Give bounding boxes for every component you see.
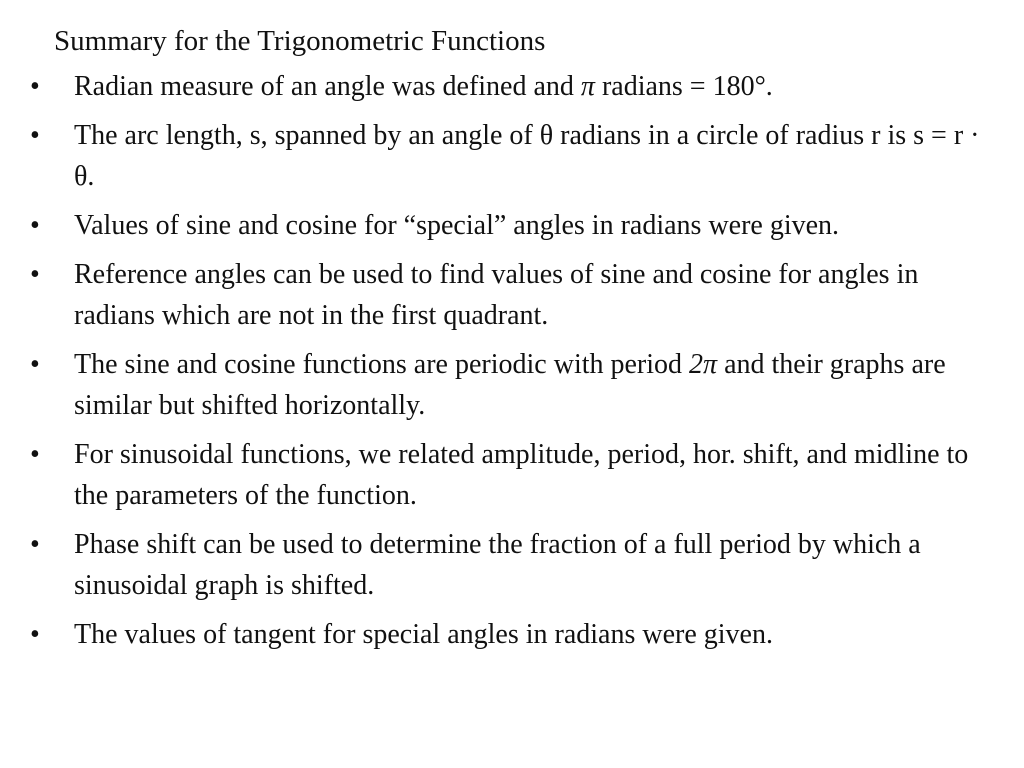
bullet-dot-icon: • [30, 259, 40, 290]
math-theta: θ [539, 120, 554, 151]
bullet-text: Values of sine and cosine for “special” angles in radians were given. [74, 210, 840, 241]
bullet-text: The values of tangent for special angles in radians were given. [74, 619, 773, 650]
bullet-text: Radian measure of an angle was defined and [74, 71, 581, 102]
bullet-item-tangent [30, 614, 990, 655]
bullet-item-phase-shift [30, 524, 990, 606]
math-pi: π [580, 71, 595, 102]
bullet-item-arc-length [30, 115, 990, 197]
bullet-list [30, 66, 990, 663]
bullet-text: For sinusoidal functions, we related amplitude, period, hor. shift, and midline to the parameters of the function. [74, 439, 969, 511]
bullet-text-end: . [765, 71, 773, 102]
bullet-text: Reference angles can be used to find values of sine and cosine for angles in radians which are not in the first quadrant. [74, 259, 919, 331]
bullet-dot-icon: • [30, 210, 40, 241]
bullet-item-special-angles [30, 205, 990, 246]
bullet-text-end: . [87, 161, 95, 192]
bullet-text-end: and their graphs are similar but shifted horizontally. [74, 349, 946, 421]
bullet-text: Phase shift can be used to determine the fraction of a full period by which a sinusoidal graph is shifted. [74, 529, 921, 601]
math-two-pi: 2π [689, 349, 718, 380]
bullet-item-periodic [30, 344, 990, 426]
bullet-dot-icon: • [30, 439, 40, 470]
bullet-dot-icon: • [30, 71, 40, 102]
bullet-text: The sine and cosine functions are periodic with period [74, 349, 690, 380]
math-radians-equation: radians = 180° [594, 71, 766, 102]
bullet-item-radian-measure [30, 66, 990, 107]
bullet-text-mid: radians in a circle of radius r is [553, 120, 914, 151]
bullet-dot-icon: • [30, 349, 40, 380]
bullet-dot-icon: • [30, 619, 40, 650]
bullet-dot-icon: • [30, 529, 40, 560]
bullet-item-reference-angles [30, 254, 990, 336]
bullet-text: The arc length, s, spanned by an angle of [74, 120, 540, 151]
bullet-dot-icon: • [30, 120, 40, 151]
slide-title: Summary for the Trigonometric Functions [54, 25, 546, 57]
bullet-item-sinusoidal [30, 434, 990, 516]
math-arc-formula: s = r · θ [74, 120, 980, 192]
